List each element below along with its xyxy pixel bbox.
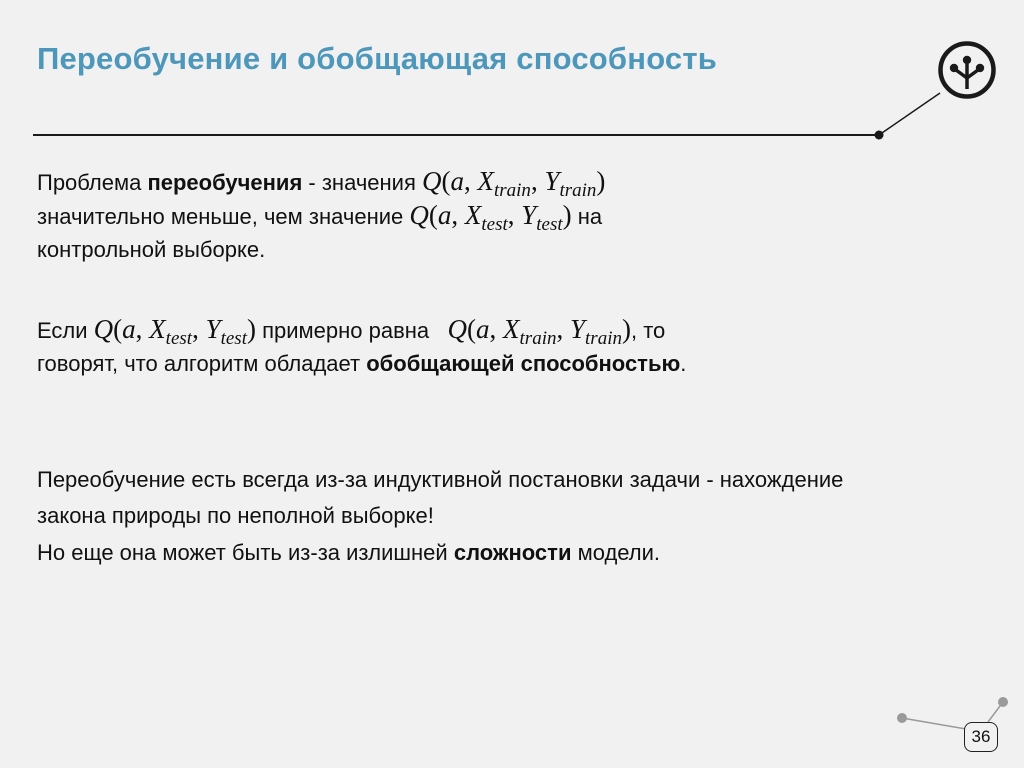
paragraph-inductive: Переобучение есть всегда из-за индуктивной постановки задачи - нахождение закона природы по неполной выборке! xyxy=(37,467,844,528)
paragraph-complexity: Но еще она может быть из-за излишней сложности модели. xyxy=(37,540,661,565)
slide-title: Переобучение и обобщающая способность xyxy=(37,41,717,76)
term-generalization-ability: обобщающей способностью xyxy=(366,351,681,376)
paragraph-generalization: Если Q(a, $X_{test}$, $Y_{test}$) примерно равна Q(a, $X_{train}$, $Y_{train}$), то говорят, что алгоритм обладает обобщающей способностью. xyxy=(37,314,687,376)
page-number: 36 xyxy=(964,722,998,752)
node-dot-bottom-left xyxy=(897,713,907,723)
paragraph-overfitting-problem: Проблема переобучения - значения Q(a, $X_{train}$, $Y_{train}$) значительно меньше, чем значение Q(a, $X_{test}$, $Y_{test}$) на контрольной выборке. xyxy=(37,166,606,262)
tree-branch-icon xyxy=(937,40,997,100)
node-dot-bottom-right xyxy=(998,697,1008,707)
formula-q-train: Q(a, $X_{train}$, $Y_{train}$) xyxy=(421,166,606,201)
connector-line-bottom-left xyxy=(902,718,966,729)
term-overfitting: переобучения xyxy=(147,170,303,195)
formula-q-test: Q(a, $X_{test}$, $Y_{test}$) xyxy=(409,200,572,235)
title-divider xyxy=(33,134,879,136)
connector-line-top xyxy=(879,93,940,135)
connector-line-bottom-right xyxy=(988,702,1003,722)
formula-q-train-2: Q(a, $X_{train}$, $Y_{train}$) xyxy=(447,314,631,349)
formula-q-test-2: Q(a, $X_{test}$, $Y_{test}$) xyxy=(93,314,256,349)
term-complexity: сложности xyxy=(453,540,572,565)
